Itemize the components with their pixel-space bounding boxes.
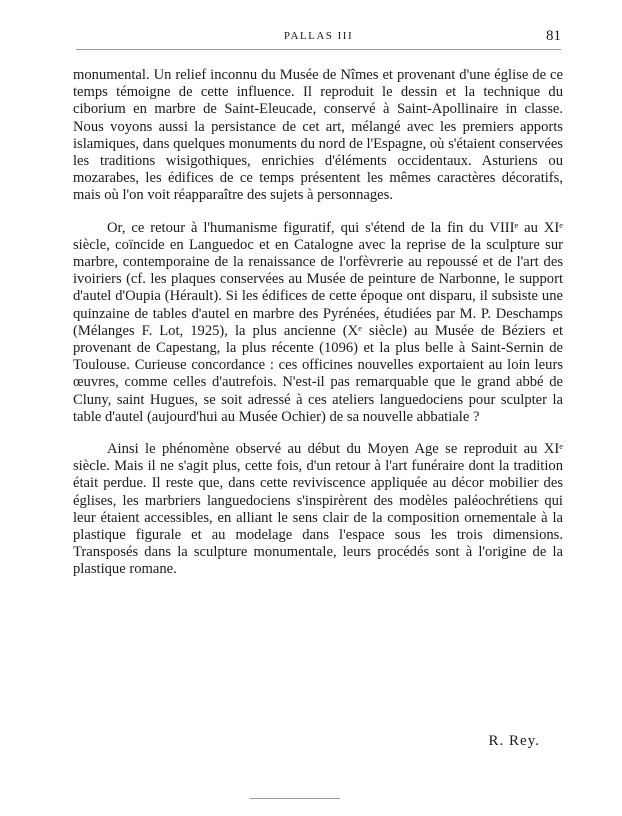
page-number: 81 [546, 28, 561, 44]
paragraph-3: Ainsi le phénomène observé au début du Moyen Age se reproduit au XIᵉ siècle. Mais il ne s'agit plus, cette fois, d'un retour à l'art funéraire dont la tradition était perdue. Il reste que, dans cette reviviscence appliquée au décor mobilier des églises, les marbriers languedociens s'inspirèrent des modèles paléochrétiens qui leur étaient accessibles, en alliant le sens clair de la composition ornementale à la plastique figurale et au modelage dans l'espace sous les trois dimensions. Transposés dans la sculpture monumentale, leurs procédés sont à l'origine de la plastique romane. [73, 441, 563, 578]
running-title: PALLAS III [283, 30, 354, 42]
header-rule [76, 49, 561, 50]
paragraph-1: monumental. Un relief inconnu du Musée de Nîmes et provenant d'une église de ce temps témoigne de cette influence. Il reproduit le dessin et la technique du ciborium en marbre de Saint-Eleucade, conservé à Saint-Apollinaire in classe. Nous voyons aussi la persistance de cet art, mélangé avec les premiers apports islamiques, dans quelques monuments du nord de l'Espagne, où s'étaient conservées les traditions wisigothiques, enrichies d'éléments occidentaux. Asturiens ou mozarabes, les édifices de ce temps présentent les mêmes caractères décoratifs, mais où l'on voit réapparaître des sujets à personnages. [73, 67, 563, 204]
body-text [73, 67, 563, 594]
paragraph-2: Or, ce retour à l'humanisme figuratif, qui s'étend de la fin du VIIIᵉ au XIᵉ siècle, coïncide en Languedoc et en Catalogne avec la reprise de la sculpture sur marbre, contemporaine de la renaissance de l'orfèvrerie au repoussé et de l'art des ivoiriers (cf. les plaques conservées au Musée de peinture de Narbonne, le support d'autel d'Oupia (Hérault). Si les édifices de cette époque ont disparu, il subsiste une quinzaine de tables d'autel en marbre des Pyrénées, étudiées par M. P. Deschamps (Mélanges F. Lot, 1925), la plus ancienne (Xᵉ siècle) au Musée de Béziers et provenant de Capestang, la plus récente (1096) et la plus belle à Saint-Sernin de Toulouse. Curieuse concordance : ces officines nouvelles exportaient au loin leurs œuvres, comme celles d'autrefois. N'est-il pas remarquable que le grand abbé de Cluny, saint Hugues, se soit adressé à ces ateliers languedociens pour sculpter la table d'autel (aujourd'hui au Musée Ochier) de sa nouvelle abbatiale ? [73, 219, 563, 425]
author-signature: R. Rey. [488, 733, 540, 749]
footer-rule [250, 798, 340, 799]
